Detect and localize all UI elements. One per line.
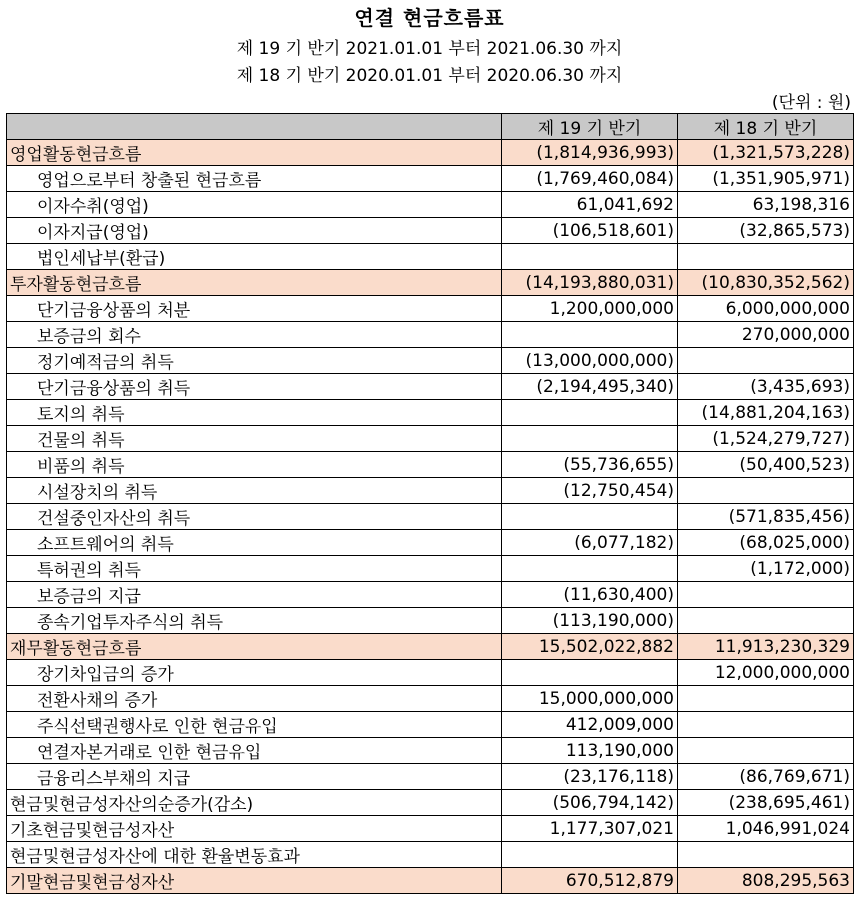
table-row xyxy=(7,790,854,816)
value-period-19 xyxy=(502,400,678,426)
value-period-18: 6,000,000,000 xyxy=(678,296,854,322)
value-period-19: (2,194,495,340) xyxy=(502,374,678,400)
value-period-19: 670,512,879 xyxy=(502,868,678,894)
value-period-19 xyxy=(502,660,678,686)
table-row xyxy=(7,660,854,686)
table-row xyxy=(7,348,854,374)
row-label: 종속기업투자주식의 취득 xyxy=(7,608,502,634)
table-row xyxy=(7,608,854,634)
table-row xyxy=(7,634,854,660)
value-period-19: 1,177,307,021 xyxy=(502,816,678,842)
value-period-19: (13,000,000,000) xyxy=(502,348,678,374)
row-label: 이자수취(영업) xyxy=(7,192,502,218)
table-row xyxy=(7,452,854,478)
header-label-column xyxy=(7,114,502,140)
table-row xyxy=(7,218,854,244)
value-period-19: (1,769,460,084) xyxy=(502,166,678,192)
value-period-18: (68,025,000) xyxy=(678,530,854,556)
value-period-19: 15,000,000,000 xyxy=(502,686,678,712)
value-period-18 xyxy=(678,686,854,712)
value-period-19 xyxy=(502,556,678,582)
table-row xyxy=(7,322,854,348)
statement-title: 연결 현금흐름표 xyxy=(354,6,505,30)
value-period-18: 63,198,316 xyxy=(678,192,854,218)
row-label: 단기금융상품의 처분 xyxy=(7,296,502,322)
table-row xyxy=(7,764,854,790)
value-period-18: (50,400,523) xyxy=(678,452,854,478)
table-row xyxy=(7,556,854,582)
value-period-19: (12,750,454) xyxy=(502,478,678,504)
value-period-18: (86,769,671) xyxy=(678,764,854,790)
value-period-18: (10,830,352,562) xyxy=(678,270,854,296)
table-row xyxy=(7,686,854,712)
value-period-19: (106,518,601) xyxy=(502,218,678,244)
value-period-18 xyxy=(678,842,854,868)
value-period-18 xyxy=(678,738,854,764)
value-period-19: 412,009,000 xyxy=(502,712,678,738)
table-row xyxy=(7,738,854,764)
value-period-18 xyxy=(678,244,854,270)
row-label: 기초현금및현금성자산 xyxy=(7,816,502,842)
row-label: 영업활동현금흐름 xyxy=(7,140,502,166)
row-label: 특허권의 취득 xyxy=(7,556,502,582)
table-row xyxy=(7,192,854,218)
value-period-19: (506,794,142) xyxy=(502,790,678,816)
value-period-18 xyxy=(678,478,854,504)
row-label: 투자활동현금흐름 xyxy=(7,270,502,296)
row-label: 비품의 취득 xyxy=(7,452,502,478)
table-row xyxy=(7,374,854,400)
value-period-18: 270,000,000 xyxy=(678,322,854,348)
header-period-18: 제 18 기 반기 xyxy=(678,114,854,140)
value-period-19: (6,077,182) xyxy=(502,530,678,556)
unit-label: (단위 : 원) xyxy=(771,93,851,113)
value-period-18: (238,695,461) xyxy=(678,790,854,816)
value-period-19 xyxy=(502,322,678,348)
value-period-19: (55,736,655) xyxy=(502,452,678,478)
value-period-19: (14,193,880,031) xyxy=(502,270,678,296)
row-label: 시설장치의 취득 xyxy=(7,478,502,504)
value-period-18: (3,435,693) xyxy=(678,374,854,400)
row-label: 건설중인자산의 취득 xyxy=(7,504,502,530)
period-prior: 제 18 기 반기 2020.01.01 부터 2020.06.30 까지 xyxy=(236,66,623,86)
row-label: 단기금융상품의 취득 xyxy=(7,374,502,400)
value-period-18: (1,524,279,727) xyxy=(678,426,854,452)
value-period-19: (11,630,400) xyxy=(502,582,678,608)
value-period-19 xyxy=(502,426,678,452)
value-period-19 xyxy=(502,244,678,270)
row-label: 주식선택권행사로 인한 현금유입 xyxy=(7,712,502,738)
value-period-18: (14,881,204,163) xyxy=(678,400,854,426)
value-period-18: (32,865,573) xyxy=(678,218,854,244)
value-period-19 xyxy=(502,842,678,868)
table-row xyxy=(7,816,854,842)
table-row xyxy=(7,244,854,270)
row-label: 법인세납부(환급) xyxy=(7,244,502,270)
header-row xyxy=(7,114,854,140)
table-row xyxy=(7,530,854,556)
period-current: 제 19 기 반기 2021.01.01 부터 2021.06.30 까지 xyxy=(236,39,623,59)
row-label: 전환사채의 증가 xyxy=(7,686,502,712)
row-label: 정기예적금의 취득 xyxy=(7,348,502,374)
row-label: 토지의 취득 xyxy=(7,400,502,426)
value-period-19: 15,502,022,882 xyxy=(502,634,678,660)
value-period-19: (23,176,118) xyxy=(502,764,678,790)
table-row xyxy=(7,426,854,452)
row-label: 소프트웨어의 취득 xyxy=(7,530,502,556)
value-period-18: 11,913,230,329 xyxy=(678,634,854,660)
row-label: 보증금의 회수 xyxy=(7,322,502,348)
row-label: 현금및현금성자산의순증가(감소) xyxy=(7,790,502,816)
value-period-18: 12,000,000,000 xyxy=(678,660,854,686)
table-row xyxy=(7,504,854,530)
value-period-18: 808,295,563 xyxy=(678,868,854,894)
value-period-18 xyxy=(678,582,854,608)
value-period-18 xyxy=(678,712,854,738)
value-period-18: (1,351,905,971) xyxy=(678,166,854,192)
value-period-19: 1,200,000,000 xyxy=(502,296,678,322)
row-label: 현금및현금성자산에 대한 환율변동효과 xyxy=(7,842,502,868)
row-label: 재무활동현금흐름 xyxy=(7,634,502,660)
row-label: 기말현금및현금성자산 xyxy=(7,868,502,894)
table-row xyxy=(7,166,854,192)
value-period-19 xyxy=(502,504,678,530)
row-label: 금융리스부채의 지급 xyxy=(7,764,502,790)
table-row xyxy=(7,868,854,894)
row-label: 연결자본거래로 인한 현금유입 xyxy=(7,738,502,764)
value-period-18: 1,046,991,024 xyxy=(678,816,854,842)
table-row xyxy=(7,270,854,296)
cash-flow-table xyxy=(6,113,854,894)
row-label: 보증금의 지급 xyxy=(7,582,502,608)
table-row xyxy=(7,296,854,322)
table-row xyxy=(7,478,854,504)
value-period-18: (1,172,000) xyxy=(678,556,854,582)
value-period-18 xyxy=(678,348,854,374)
value-period-19: 61,041,692 xyxy=(502,192,678,218)
header-period-19: 제 19 기 반기 xyxy=(502,114,678,140)
row-label: 영업으로부터 창출된 현금흐름 xyxy=(7,166,502,192)
table-row xyxy=(7,140,854,166)
row-label: 건물의 취득 xyxy=(7,426,502,452)
row-label: 장기차입금의 증가 xyxy=(7,660,502,686)
table-row xyxy=(7,712,854,738)
value-period-18: (1,321,573,228) xyxy=(678,140,854,166)
table-row xyxy=(7,400,854,426)
table-row xyxy=(7,842,854,868)
value-period-18: (571,835,456) xyxy=(678,504,854,530)
row-label: 이자지급(영업) xyxy=(7,218,502,244)
value-period-19: (1,814,936,993) xyxy=(502,140,678,166)
value-period-19: (113,190,000) xyxy=(502,608,678,634)
value-period-18 xyxy=(678,608,854,634)
table-row xyxy=(7,582,854,608)
value-period-19: 113,190,000 xyxy=(502,738,678,764)
